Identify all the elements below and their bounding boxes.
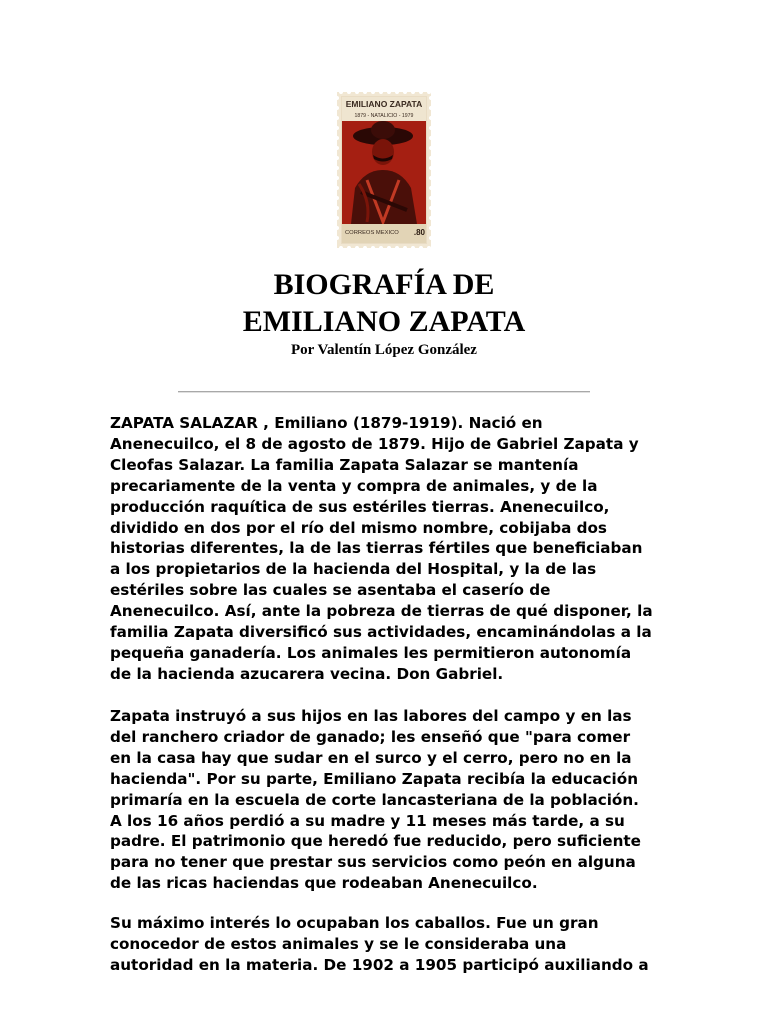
paragraph-line: Cleofas Salazar. La familia Zapata Salazar se mantenía <box>110 455 579 474</box>
document-title-line-2: EMILIANO ZAPATA <box>242 305 526 338</box>
paragraph-line: conocedor de estos animales y se le consideraba una <box>110 934 567 953</box>
paragraph-line: Anenecuilco, el 8 de agosto de 1879. Hijo de Gabriel Zapata y <box>110 434 639 453</box>
zapata-postage-stamp-image <box>337 92 431 248</box>
paragraph-line: A los 16 años perdió a su madre y 11 meses más tarde, a su <box>110 811 625 830</box>
paragraph-line: historias diferentes, la de las tierras fértiles que beneficiaban <box>110 539 643 558</box>
paragraph-line: en la casa hay que sudar en el surco y el cerro, pero no en la <box>110 748 632 767</box>
paragraph-line: a los propietarios de la hacienda del Hospital, y la de las <box>110 560 597 579</box>
paragraph-line: producción raquítica de sus estériles tierras. Anenecuilco, <box>110 497 610 516</box>
horizontal-divider <box>178 391 590 393</box>
paragraph-line: autoridad en la materia. De 1902 a 1905 participó auxiliando a <box>110 955 649 974</box>
paragraph-line: primaría en la escuela de corte lancasteriana de la población. <box>110 790 639 809</box>
stamp-name-text: EMILIANO ZAPATA <box>345 99 423 109</box>
body-paragraph-2 <box>110 706 670 894</box>
paragraph-line: de las ricas haciendas que rodeaban Anenecuilco. <box>110 874 538 893</box>
stamp-dates-text: 1879 - NATALICIO - 1979 <box>354 113 414 119</box>
stamp-value-text: .80 <box>413 228 425 237</box>
paragraph-line: pequeña ganadería. Los animales les permitieron autonomía <box>110 643 632 662</box>
body-paragraph-1 <box>110 413 670 685</box>
paragraph-line: familia Zapata diversificó sus actividades, encaminándolas a la <box>110 623 652 642</box>
paragraph-line: hacienda". Por su parte, Emiliano Zapata recibía la educación <box>110 769 639 788</box>
document-author: Por Valentín López González <box>291 342 477 358</box>
paragraph-line: estériles sobre las cuales se asentaba el caserío de <box>110 581 551 600</box>
paragraph-line: dividido en dos por el río del mismo nombre, cobijaba dos <box>110 518 607 537</box>
document-title-line-1: BIOGRAFÍA DE <box>273 268 495 301</box>
stamp-issuer-text: CORREOS MEXICO <box>345 230 399 236</box>
paragraph-line: Su máximo interés lo ocupaban los caballos. Fue un gran <box>110 914 599 932</box>
paragraph-line: ZAPATA SALAZAR , Emiliano (1879-1919). Nació en <box>110 414 543 432</box>
paragraph-line: Anenecuilco. Así, ante la pobreza de tierras de qué disponer, la <box>110 602 653 621</box>
paragraph-line: padre. El patrimonio que heredó fue reducido, pero suficiente <box>110 832 641 851</box>
paragraph-line: para no tener que prestar sus servicios como peón en alguna <box>110 853 636 872</box>
paragraph-line: Zapata instruyó a sus hijos en las labores del campo y en las <box>110 707 632 725</box>
body-paragraph-3 <box>110 913 670 976</box>
paragraph-line: del ranchero criador de ganado; les enseñó que "para comer <box>110 727 631 746</box>
paragraph-line: de la hacienda azucarera vecina. Don Gabriel. <box>110 664 504 683</box>
paragraph-line: precariamente de la venta y compra de animales, y de la <box>110 476 598 495</box>
